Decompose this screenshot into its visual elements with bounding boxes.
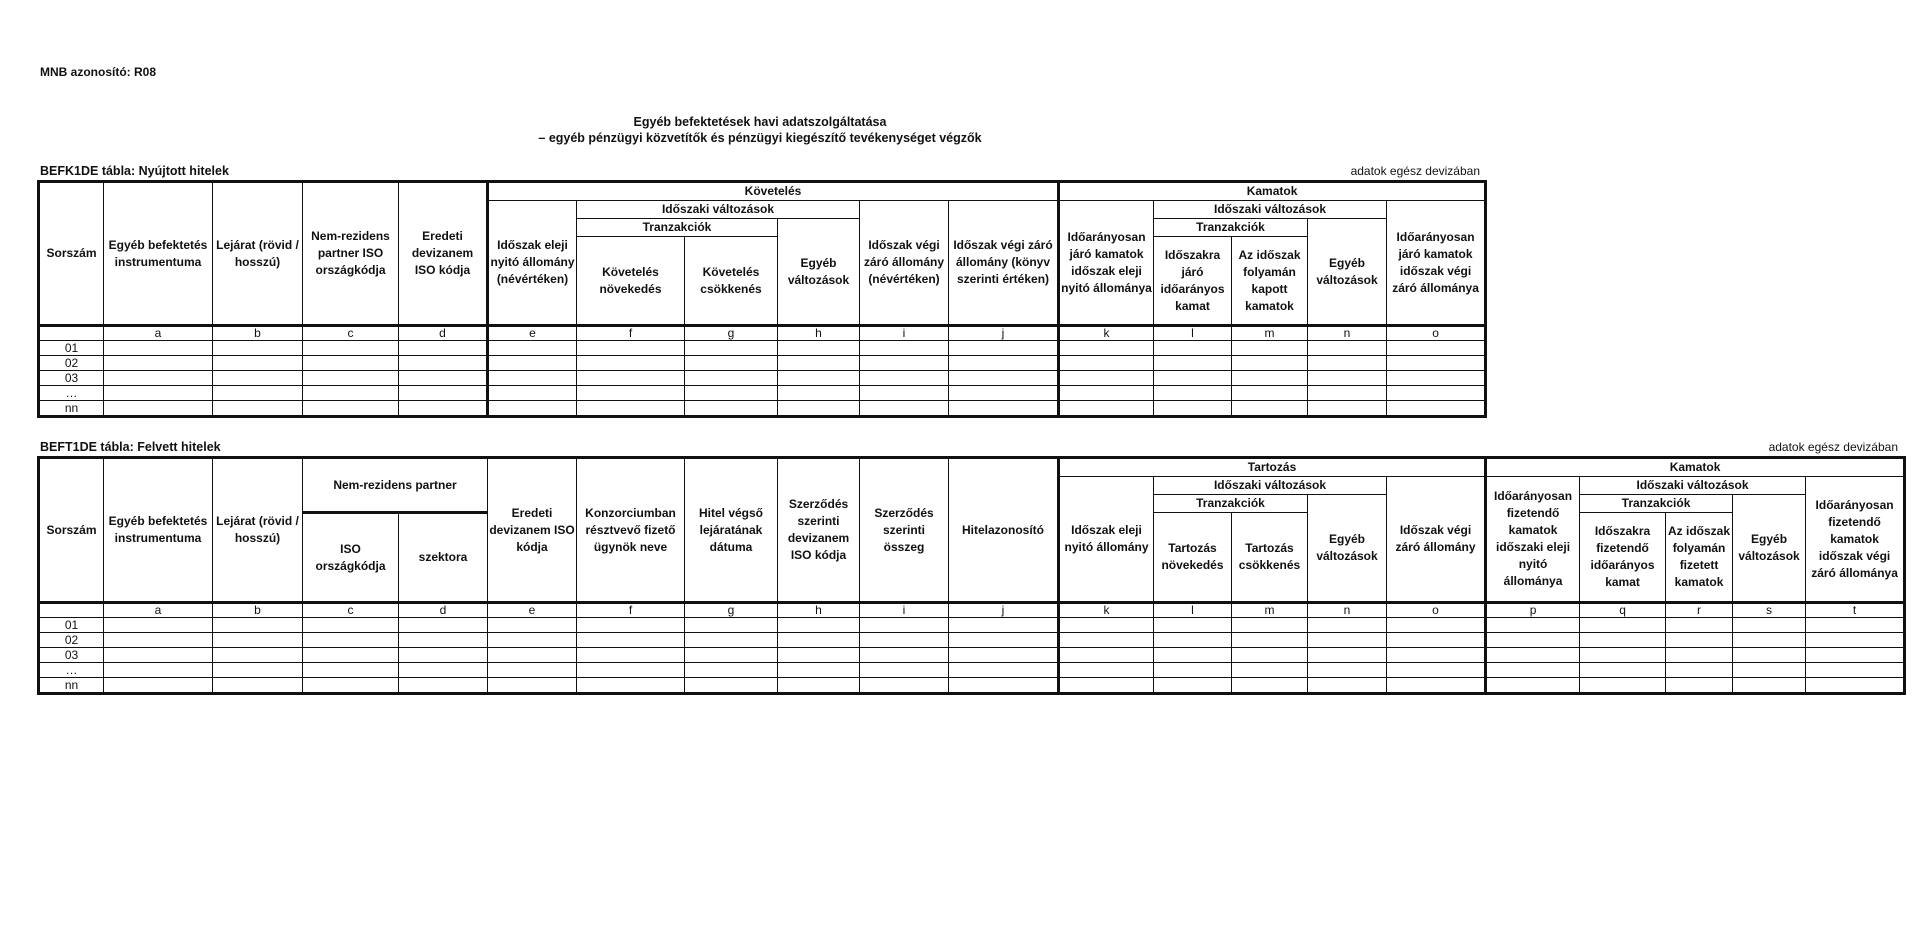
table-row — [39, 401, 1486, 417]
table-cell — [104, 663, 213, 678]
table-cell-label: f — [577, 326, 685, 341]
table-cell — [1733, 648, 1806, 663]
table-cell — [104, 356, 213, 371]
table-cell — [1232, 371, 1308, 386]
table-cell — [1232, 633, 1308, 648]
table-cell — [1154, 618, 1232, 633]
t2-col-tart-novekedes: Tartozás növekedés — [1154, 513, 1232, 603]
table-cell-label: 01 — [39, 341, 104, 356]
table-cell-label: m — [1232, 603, 1308, 618]
table-cell — [488, 678, 577, 694]
table-cell — [1486, 663, 1580, 678]
table-cell-label: p — [1486, 603, 1580, 618]
table-cell — [1733, 633, 1806, 648]
table-cell — [949, 386, 1059, 401]
table-cell — [1154, 356, 1232, 371]
table-cell — [303, 401, 399, 417]
table-cell — [1580, 633, 1666, 648]
table-cell-label: j — [949, 326, 1059, 341]
table-cell — [1666, 663, 1733, 678]
table-cell — [488, 648, 577, 663]
table-cell — [949, 678, 1059, 694]
table-cell — [685, 371, 778, 386]
table-cell — [1387, 633, 1486, 648]
table-cell-label: nn — [39, 678, 104, 694]
t1-col-kov-novekedes: Követelés növekedés — [577, 237, 685, 326]
table-cell — [778, 663, 860, 678]
table-cell — [1059, 663, 1154, 678]
table-cell-label: o — [1387, 603, 1486, 618]
t2-col-kamat-zaro: Időarányosan fizetendő kamatok időszak végi záró állománya — [1806, 477, 1905, 603]
table-cell — [1308, 663, 1387, 678]
table-cell — [1308, 633, 1387, 648]
table-cell — [860, 678, 949, 694]
table-cell — [1806, 648, 1905, 663]
t1-col-partner-iso: Nem-rezidens partner ISO országkódja — [303, 182, 399, 326]
table-cell — [1387, 386, 1486, 401]
table-cell — [1154, 341, 1232, 356]
form-id: MNB azonosító: R08 — [40, 65, 157, 79]
t2-col-kamat-nyito: Időarányosan fizetendő kamatok időszaki eleji nyitó állománya — [1486, 477, 1580, 603]
t2-col-nyito: Időszak eleji nyitó állomány — [1059, 477, 1154, 603]
t2-col-egyeb-valtozasok: Egyéb változások — [1308, 495, 1387, 603]
table-cell — [1308, 648, 1387, 663]
table-cell-label: g — [685, 603, 778, 618]
table-cell — [1308, 678, 1387, 694]
table-cell — [577, 663, 685, 678]
table-cell — [1666, 633, 1733, 648]
table-cell — [1154, 386, 1232, 401]
table-cell — [399, 356, 488, 371]
table2-felvett-hitelek — [37, 456, 1906, 695]
table-cell — [1059, 371, 1154, 386]
table-cell — [860, 401, 949, 417]
t2-group-tartozas: Tartozás — [1059, 458, 1486, 477]
t1-group-kamat-idoszaki-valtozasok: Időszaki változások — [1154, 201, 1387, 219]
table-cell — [104, 618, 213, 633]
table-cell — [1387, 618, 1486, 633]
table-cell — [1486, 648, 1580, 663]
table-cell — [1580, 663, 1666, 678]
table-cell — [303, 648, 399, 663]
table-cell — [1059, 633, 1154, 648]
form-title-line2: – egyéb pénzügyi közvetítők és pénzügyi kiegészítő tevékenységet végzők — [538, 131, 982, 145]
table-cell — [213, 356, 303, 371]
table-cell-label: b — [213, 326, 303, 341]
table-cell — [860, 648, 949, 663]
table-cell — [778, 618, 860, 633]
t2-col-partner-iso: ISO országkódja — [303, 513, 399, 603]
table-cell — [1806, 663, 1905, 678]
table-cell — [778, 356, 860, 371]
table-cell-label: l — [1154, 326, 1232, 341]
table-cell — [1154, 648, 1232, 663]
table-cell — [1733, 618, 1806, 633]
table-cell — [488, 356, 577, 371]
table-cell — [949, 401, 1059, 417]
table-cell — [104, 341, 213, 356]
table-row — [39, 678, 1905, 694]
table-row — [39, 356, 1486, 371]
table-cell — [1387, 648, 1486, 663]
t2-col-idoszakra-fizetendo-kamat: Időszakra fizetendő időarányos kamat — [1580, 513, 1666, 603]
t2-col-konzorcium: Konzorciumban résztvevő fizető ügynök neve — [577, 458, 685, 603]
table-cell — [399, 633, 488, 648]
t1-group-kamatok: Kamatok — [1059, 182, 1486, 201]
table-cell-label: a — [104, 326, 213, 341]
table-cell — [303, 341, 399, 356]
table-cell — [1154, 401, 1232, 417]
t1-col-idoszakra-jaro-kamat: Időszakra járó időarányos kamat — [1154, 237, 1232, 326]
table-cell — [1059, 341, 1154, 356]
table-cell — [1580, 618, 1666, 633]
table-cell — [1806, 633, 1905, 648]
table-cell — [1059, 678, 1154, 694]
t1-col-instrument: Egyéb befektetés instrumentuma — [104, 182, 213, 326]
table-cell-label: 03 — [39, 648, 104, 663]
table-cell — [1232, 618, 1308, 633]
table-cell — [1387, 371, 1486, 386]
table-cell-label — [39, 326, 104, 341]
table-cell — [778, 633, 860, 648]
table-cell-label: n — [1308, 603, 1387, 618]
table-cell-label: q — [1580, 603, 1666, 618]
table-cell — [577, 401, 685, 417]
t2-group-idoszaki-valtozasok: Időszaki változások — [1154, 477, 1387, 495]
table-cell-label: … — [39, 663, 104, 678]
table-cell-label: a — [104, 603, 213, 618]
table-cell — [577, 356, 685, 371]
table-cell — [104, 678, 213, 694]
t2-col-sorszam: Sorszám — [39, 458, 104, 603]
table-cell-label: … — [39, 386, 104, 401]
table-row — [39, 633, 1905, 648]
table-cell — [1387, 356, 1486, 371]
t1-col-lejarat: Lejárat (rövid / hosszú) — [213, 182, 303, 326]
table-cell-label: g — [685, 326, 778, 341]
t1-col-zaro-nevertek: Időszak végi záró állomány (névértéken) — [860, 201, 949, 326]
table-cell — [577, 633, 685, 648]
table-cell — [1580, 648, 1666, 663]
table-cell — [949, 663, 1059, 678]
table-cell — [1387, 341, 1486, 356]
table-cell — [1059, 618, 1154, 633]
table-cell — [1308, 356, 1387, 371]
t1-col-kamat-nyito: Időarányosan járó kamatok időszak eleji nyitó állománya — [1059, 201, 1154, 326]
table-cell — [1059, 386, 1154, 401]
table-cell-label: h — [778, 603, 860, 618]
table-cell — [104, 386, 213, 401]
t1-group-idoszaki-valtozasok: Időszaki változások — [577, 201, 860, 219]
table-cell — [303, 386, 399, 401]
table-cell — [1232, 678, 1308, 694]
table-cell — [488, 663, 577, 678]
t2-col-fizetett-kamatok: Az időszak folyamán fizetett kamatok — [1666, 513, 1733, 603]
table-cell — [860, 663, 949, 678]
table-cell-label: s — [1733, 603, 1806, 618]
t2-col-szerzodes-deviza: Szerződés szerinti devizanem ISO kódja — [778, 458, 860, 603]
t1-group-kamat-tranzakciok: Tranzakciók — [1154, 219, 1308, 237]
table-cell — [213, 386, 303, 401]
t2-col-devizanem: Eredeti devizanem ISO kódja — [488, 458, 577, 603]
table-cell — [949, 648, 1059, 663]
t2-col-kamat-egyeb-valtozasok: Egyéb változások — [1733, 495, 1806, 603]
table-cell — [303, 678, 399, 694]
t1-group-koveteles: Követelés — [488, 182, 1059, 201]
table-cell — [1154, 371, 1232, 386]
table-cell — [1486, 678, 1580, 694]
table-cell — [1059, 356, 1154, 371]
table-row — [39, 663, 1905, 678]
table-cell — [399, 678, 488, 694]
table-cell — [1387, 401, 1486, 417]
table-row — [39, 386, 1486, 401]
t2-group-kamatok: Kamatok — [1486, 458, 1905, 477]
table-cell — [949, 356, 1059, 371]
table-cell — [577, 371, 685, 386]
t2-col-szerzodes-osszeg: Szerződés szerinti összeg — [860, 458, 949, 603]
table-cell-label: c — [303, 326, 399, 341]
table-cell — [860, 356, 949, 371]
table-cell — [778, 371, 860, 386]
t1-group-tranzakciok: Tranzakciók — [577, 219, 778, 237]
table-cell-label: d — [399, 603, 488, 618]
table-cell-label: 01 — [39, 618, 104, 633]
table-cell — [1308, 386, 1387, 401]
table-cell — [778, 648, 860, 663]
table-cell — [685, 356, 778, 371]
t2-col-partner-szektor: szektora — [399, 513, 488, 603]
table-cell — [778, 678, 860, 694]
table-cell — [488, 371, 577, 386]
table-cell — [213, 663, 303, 678]
table-row — [39, 618, 1905, 633]
table-cell-label: j — [949, 603, 1059, 618]
table-cell — [577, 341, 685, 356]
t1-col-nyito: Időszak eleji nyitó állomány (névértéken) — [488, 201, 577, 326]
table-cell — [778, 401, 860, 417]
table-cell — [949, 633, 1059, 648]
table-cell — [577, 618, 685, 633]
table-cell-label: e — [488, 603, 577, 618]
table-row — [39, 648, 1905, 663]
table-cell — [860, 633, 949, 648]
table-cell — [1308, 371, 1387, 386]
table-cell — [685, 663, 778, 678]
t1-col-kapott-kamatok: Az időszak folyamán kapott kamatok — [1232, 237, 1308, 326]
table-cell — [1059, 401, 1154, 417]
table-cell — [213, 401, 303, 417]
t2-col-tart-csokkenes: Tartozás csökkenés — [1232, 513, 1308, 603]
table-cell — [685, 618, 778, 633]
table-cell — [1232, 648, 1308, 663]
table-cell-label: l — [1154, 603, 1232, 618]
table-cell — [1232, 356, 1308, 371]
table-cell — [399, 648, 488, 663]
table-cell — [1666, 618, 1733, 633]
table-cell — [577, 648, 685, 663]
table-cell — [1806, 618, 1905, 633]
table-cell — [860, 341, 949, 356]
table-cell — [1387, 663, 1486, 678]
table-cell — [1059, 648, 1154, 663]
table-cell-label: n — [1308, 326, 1387, 341]
t1-col-kamat-egyeb-valtozasok: Egyéb változások — [1308, 219, 1387, 326]
t1-col-zaro-konyv: Időszak végi záró állomány (könyv szerinti értéken) — [949, 201, 1059, 326]
table-cell — [1232, 341, 1308, 356]
table-cell — [1308, 341, 1387, 356]
table-cell-label: f — [577, 603, 685, 618]
t2-group-partner: Nem-rezidens partner — [303, 458, 488, 513]
t2-col-instrument: Egyéb befektetés instrumentuma — [104, 458, 213, 603]
table-cell-label: i — [860, 326, 949, 341]
table-cell — [1308, 618, 1387, 633]
table-cell — [303, 371, 399, 386]
table-cell — [1308, 401, 1387, 417]
table-cell — [303, 663, 399, 678]
table-cell — [860, 618, 949, 633]
table-cell — [577, 678, 685, 694]
table-cell-label: 03 — [39, 371, 104, 386]
table1-unit-note: adatok egész devizában — [1350, 164, 1480, 178]
t2-group-kamat-idoszaki-valtozasok: Időszaki változások — [1580, 477, 1806, 495]
table1-nyujtott-hitelek — [37, 180, 1487, 418]
t2-col-lejarat: Lejárat (rövid / hosszú) — [213, 458, 303, 603]
t2-col-hitelazonosito: Hitelazonosító — [949, 458, 1059, 603]
table-cell-label: b — [213, 603, 303, 618]
table-cell — [1154, 678, 1232, 694]
table-cell — [1666, 678, 1733, 694]
table-cell-label: c — [303, 603, 399, 618]
table-cell — [213, 618, 303, 633]
t1-col-kamat-zaro: Időarányosan járó kamatok időszak végi záró állománya — [1387, 201, 1486, 326]
table-cell — [399, 386, 488, 401]
table-cell-label: 02 — [39, 356, 104, 371]
table-cell — [1806, 678, 1905, 694]
table-cell — [1232, 663, 1308, 678]
table-cell — [399, 401, 488, 417]
t1-letter-row — [39, 326, 1486, 341]
table-cell — [1733, 678, 1806, 694]
t2-col-zaro: Időszak végi záró állomány — [1387, 477, 1486, 603]
table-cell — [213, 371, 303, 386]
table-cell — [213, 341, 303, 356]
table-cell — [949, 371, 1059, 386]
t1-col-devizanem: Eredeti devizanem ISO kódja — [399, 182, 488, 326]
table-cell — [685, 678, 778, 694]
table-cell — [1232, 386, 1308, 401]
table-cell-label: 02 — [39, 633, 104, 648]
t1-col-kov-csokkenes: Követelés csökkenés — [685, 237, 778, 326]
table-cell-label: t — [1806, 603, 1905, 618]
table-cell — [399, 618, 488, 633]
table-cell — [860, 371, 949, 386]
table1-caption: BEFK1DE tábla: Nyújtott hitelek — [40, 164, 229, 178]
t1-col-egyeb-valtozasok: Egyéb változások — [778, 219, 860, 326]
table-cell — [577, 386, 685, 401]
t1-col-sorszam: Sorszám — [39, 182, 104, 326]
table-cell — [488, 401, 577, 417]
t2-group-kamat-tranzakciok: Tranzakciók — [1580, 495, 1733, 513]
table-cell — [213, 678, 303, 694]
table-cell — [1580, 678, 1666, 694]
table-cell-label: k — [1059, 326, 1154, 341]
table-cell-label: o — [1387, 326, 1486, 341]
table-cell — [685, 386, 778, 401]
table-cell-label: e — [488, 326, 577, 341]
table-cell-label — [39, 603, 104, 618]
table-cell — [685, 633, 778, 648]
table-cell — [488, 633, 577, 648]
table-cell — [685, 401, 778, 417]
table-cell — [399, 341, 488, 356]
table-cell-label: k — [1059, 603, 1154, 618]
table-cell — [488, 386, 577, 401]
table-cell-label: m — [1232, 326, 1308, 341]
table-cell-label: d — [399, 326, 488, 341]
table-cell-label: h — [778, 326, 860, 341]
table-cell — [213, 633, 303, 648]
form-title-line1: Egyéb befektetések havi adatszolgáltatása — [633, 115, 887, 129]
table-cell — [860, 386, 949, 401]
table-cell — [488, 618, 577, 633]
t2-col-lejarat-datum: Hitel végső lejáratának dátuma — [685, 458, 778, 603]
table-cell — [303, 356, 399, 371]
table-cell — [104, 401, 213, 417]
t2-group-tranzakciok: Tranzakciók — [1154, 495, 1308, 513]
table-cell — [1154, 663, 1232, 678]
table-cell — [1486, 633, 1580, 648]
table-cell-label: nn — [39, 401, 104, 417]
table-cell — [399, 663, 488, 678]
table-row — [39, 371, 1486, 386]
table-cell — [685, 648, 778, 663]
table-cell — [303, 633, 399, 648]
table-cell — [949, 341, 1059, 356]
table-cell — [1733, 663, 1806, 678]
table-cell — [949, 618, 1059, 633]
table2-caption: BEFT1DE tábla: Felvett hitelek — [40, 440, 221, 454]
table-cell-label: r — [1666, 603, 1733, 618]
table-cell — [213, 648, 303, 663]
table-cell — [104, 371, 213, 386]
table-cell — [778, 341, 860, 356]
table-cell — [488, 341, 577, 356]
table-cell — [399, 371, 488, 386]
table-cell — [1232, 401, 1308, 417]
table-row — [39, 341, 1486, 356]
table-cell — [104, 633, 213, 648]
table-cell — [303, 618, 399, 633]
table2-unit-note: adatok egész devizában — [1768, 440, 1898, 454]
table-cell — [1387, 678, 1486, 694]
table-cell — [104, 648, 213, 663]
table-cell-label: i — [860, 603, 949, 618]
table-cell — [1154, 633, 1232, 648]
t2-letter-row — [39, 603, 1905, 618]
table-cell — [1666, 648, 1733, 663]
table-cell — [778, 386, 860, 401]
table-cell — [685, 341, 778, 356]
table-cell — [1486, 618, 1580, 633]
